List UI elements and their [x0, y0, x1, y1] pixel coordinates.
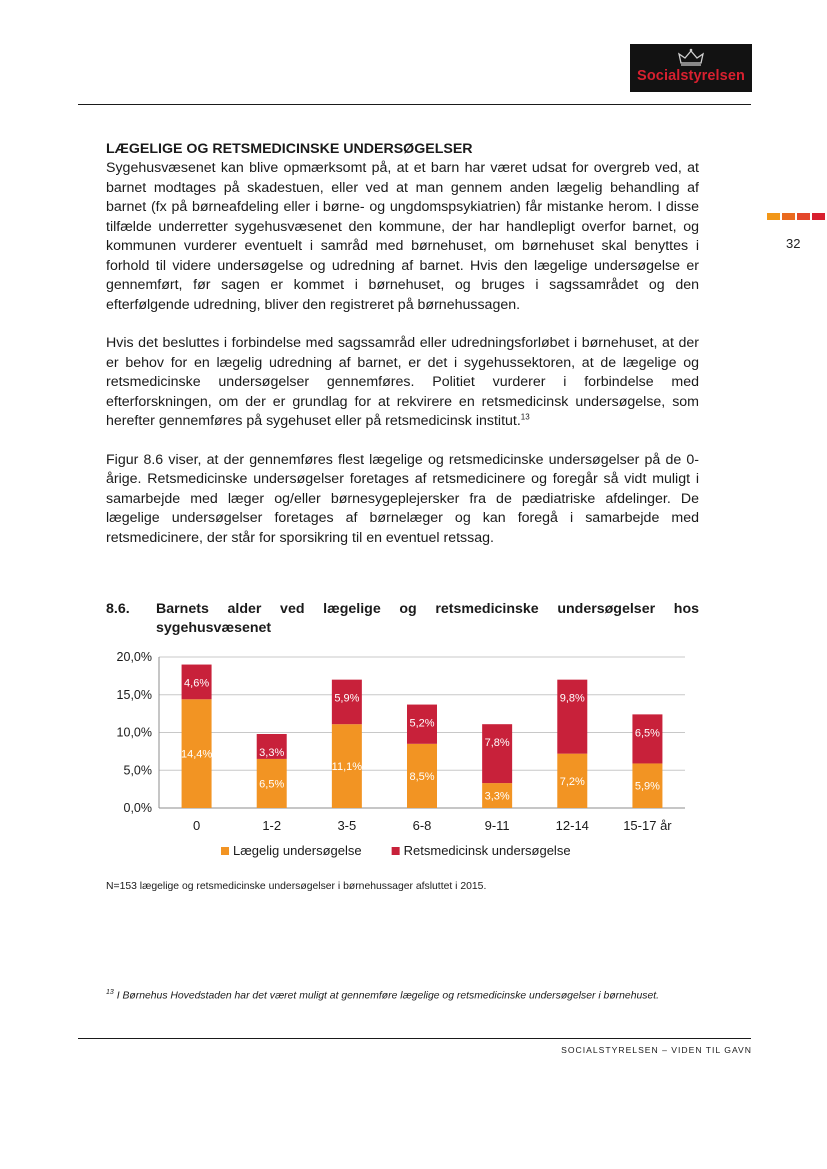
- footnote-number: 13: [106, 989, 114, 996]
- legend-swatch: [392, 847, 400, 855]
- age-stacked-bar-chart: [80, 645, 700, 875]
- footer-rule: [78, 1038, 751, 1039]
- bar-segment: [557, 680, 587, 754]
- x-tick-label: 0: [192, 818, 201, 833]
- bar-segment: [482, 724, 512, 783]
- data-label: 11,1%: [331, 761, 363, 774]
- footer-tagline: SOCIALSTYRELSEN – VIDEN TIL GAVN: [561, 1045, 752, 1055]
- footnote-text: I Børnehus Hovedstaden har det været muligt at gennemføre lægelige og retsmedicinske undersøgelser i børnehuset.: [116, 990, 660, 1002]
- figure-note: N=153 lægelige og retsmedicinske undersøgelser i børnehussager afsluttet i 2015.: [106, 881, 487, 892]
- x-tick-label: 6-8: [412, 818, 432, 833]
- body-text: [106, 140, 699, 567]
- data-label: 5,9%: [634, 780, 660, 793]
- paragraph-2-text: Hvis det besluttes i forbindelse med sagssamråd eller udredningsforløbet i børnehuset, at der er behov for en lægelig udredning af barnet, er det i sygehussektoren, at de lægelige og retsmedicinske undersøgelser gennemføres. Politiet vurderer i forbindelse med efterforskningen, om der er grundlag for at rekvirere en retsmedicinsk undersøgelse, som herefter gennemføres på sygehuset eller på retsmedicinsk institut.: [106, 335, 699, 429]
- data-label: 5,9%: [334, 692, 360, 705]
- socialstyrelsen-logo: [630, 44, 752, 92]
- data-label: 4,6%: [184, 677, 210, 690]
- legend-label: Retsmedicinsk undersøgelse: [403, 843, 571, 858]
- color-band-segment: [797, 213, 810, 220]
- y-tick-label: 15,0%: [116, 687, 152, 702]
- header-rule: [78, 104, 751, 105]
- data-label: 3,3%: [484, 790, 510, 803]
- data-label: 6,5%: [634, 727, 660, 740]
- figure-number: 8.6.: [106, 601, 130, 617]
- legend-label: Lægelig undersøgelse: [233, 843, 362, 858]
- y-tick-label: 10,0%: [116, 725, 152, 740]
- page-number: 32: [786, 236, 801, 251]
- y-tick-label: 5,0%: [123, 763, 152, 778]
- data-label: 14,4%: [180, 748, 213, 761]
- color-band-segment: [782, 213, 795, 220]
- x-tick-label: 1-2: [262, 818, 282, 833]
- page-color-band: [767, 213, 827, 220]
- figure-title: Barnets alder ved lægelige og retsmedicinske undersøgelser hos sygehusvæsenet: [156, 601, 699, 636]
- paragraph-2: [106, 334, 699, 432]
- data-label: 7,8%: [484, 737, 510, 750]
- y-tick-label: 20,0%: [116, 650, 152, 664]
- x-tick-label: 15-17 år: [623, 818, 672, 833]
- x-tick-label: 9-11: [484, 818, 510, 833]
- crown-icon: [675, 48, 707, 66]
- paragraph-1: Sygehusvæsenet kan blive opmærksomt på, at et barn har været udsat for overgreb ved, at barnet modtages på skadestuen, eller ved at man gennem anden lægelig behandling af barnet (fx på børneafdeling eller i børne- og ungdomspsykiatrien) får mistanke herom. I disse tilfælde underretter sygehusvæsenet den kommune, der har handlepligt overfor barnet, og kommunen vurderer eventuelt i samråd med børnehuset, om børnehuset skal benyttes i forhold til videre undersøgelse og udredning af barnet. Hvis den lægelige undersøgelse er gennemført, før sagen er kommet i børnehuset, og bruges i sagssamrådet og den efterfølgende udredning, bliver den registreret på børnehussagen.: [106, 160, 699, 313]
- y-tick-label: 0,0%: [123, 801, 152, 815]
- logo-wordmark: Socialstyrelsen: [637, 68, 745, 84]
- x-tick-label: 3-5: [337, 818, 357, 833]
- data-label: 5,2%: [409, 717, 435, 730]
- section-title: LÆGELIGE OG RETSMEDICINSKE UNDERSØGELSER: [106, 141, 473, 157]
- data-label: 3,3%: [259, 747, 285, 760]
- x-tick-label: 12-14: [555, 818, 589, 833]
- color-band-segment: [767, 213, 780, 220]
- footnote: [106, 986, 699, 1002]
- data-label: 6,5%: [259, 778, 285, 791]
- color-band-segment: [812, 213, 825, 220]
- legend-swatch: [221, 847, 229, 855]
- data-label: 7,2%: [559, 775, 585, 788]
- footnote-reference[interactable]: 13: [520, 412, 530, 422]
- data-label: 8,5%: [409, 770, 435, 783]
- paragraph-3: Figur 8.6 viser, at der gennemføres flest lægelige og retsmedicinske undersøgelser på de 0-årige. Retsmedicinske undersøgelser foretages af retsmedicinere og foregår så vidt muligt i samarbejde med læger og/eller børnesygeplejersker fra de pædiatriske afdelinger. De lægelige undersøgelser foretages af børnelæger og kan foregå i samarbejde med retsmedicinere, der står for sporsikring til en eventuel retssag.: [106, 451, 699, 546]
- data-label: 9,8%: [559, 692, 585, 705]
